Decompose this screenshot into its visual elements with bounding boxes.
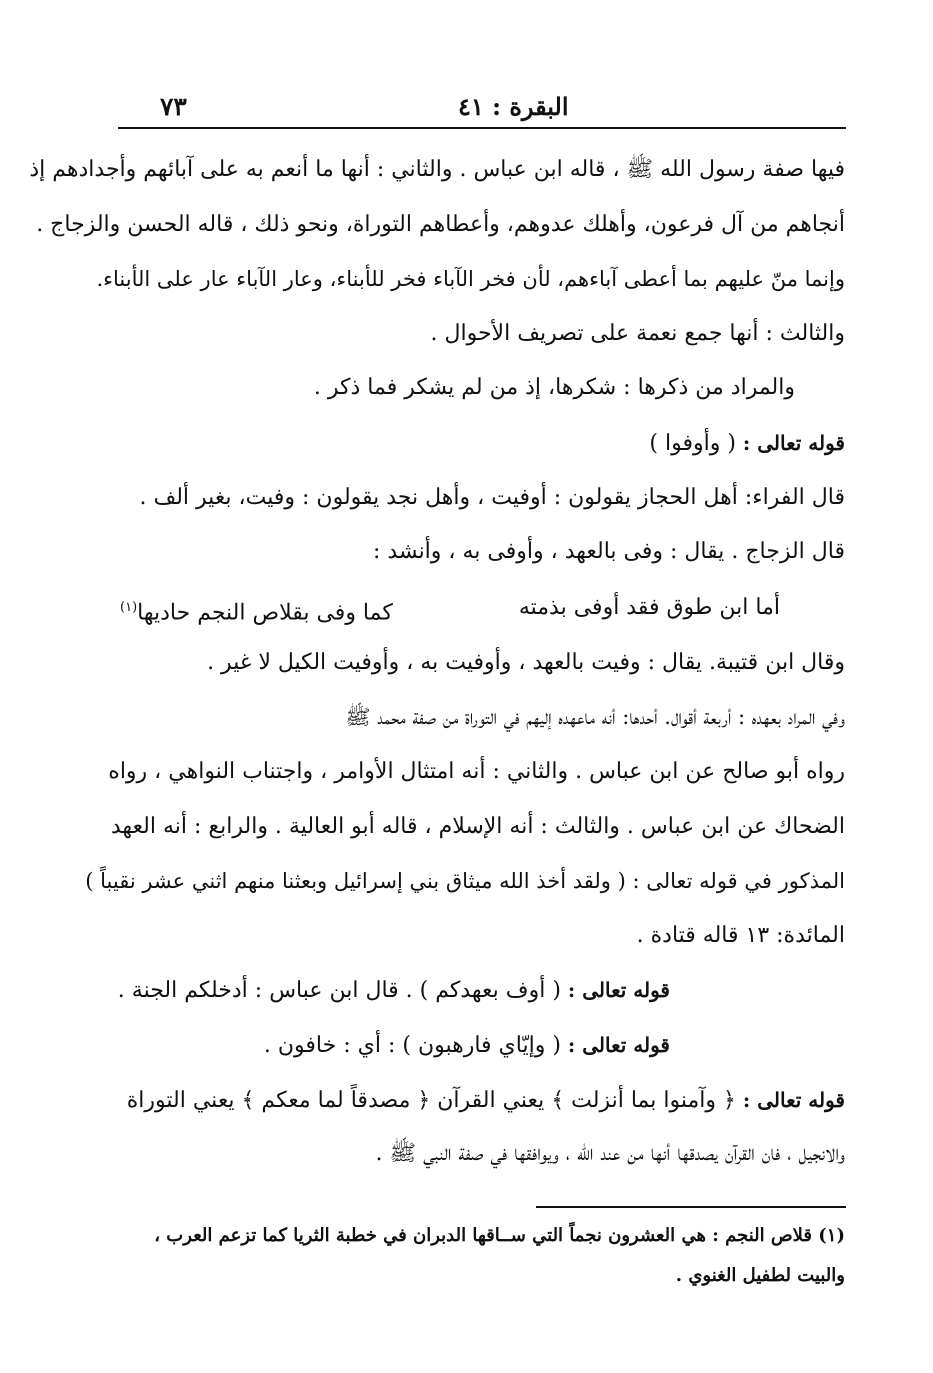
heading-lead: قوله تعالى : [567,978,670,1003]
heading-quote: ( وأوفوا ) [649,430,736,456]
heading-amanu [120,1073,845,1128]
page-header [118,80,846,124]
heading-awfu [120,416,845,471]
verse-first-hemistich: أما ابن طوق فقد أوفى بذمته [518,594,780,620]
main-text [29,143,845,1182]
heading-iyyaya [120,1018,845,1073]
text-line: فيها صفة رسول الله ﷺ ، قاله ابن عباس . والثاني : أنها ما أنعم به على آبائهم وأجدادهم إذ [29,157,845,182]
text-line: وفي المراد بعهده : أربعة أقوال. أحدها: أنه ماعهده إليهم في التوراة من صفة محمد ﷺ [345,705,845,730]
heading-ahd [117,963,845,1018]
text-line: رواه أبو صالح عن ابن عباس . والثاني : أنه امتثال الأوامر ، واجتناب النواهي ، رواه [108,758,845,784]
heading-lead: قوله تعالى : [567,1032,670,1057]
footnote-marker: (١) [120,599,138,615]
heading-quote: ( أوف بعهدكم ) . قال ابن عباس : أدخلكم الجنة . [117,978,561,1004]
footnotes [120,1216,845,1296]
text-line: والثالث : أنها جمع نعمة على تصريف الأحوال . [430,320,845,346]
header-rule [118,127,846,129]
paragraph-zajjaj: قال الزجاج . يقال : وفى بالعهد ، وأوفى به ، وأنشد : [372,539,845,565]
footnote-line: والبيت لطفيل الغنوي . [675,1265,845,1286]
text-line: المذكور في قوله تعالى : ( ولقد أخذ الله ميثاق بني إسرائيل وبعثنا منهم اثني عشر نقيباً ) [85,869,845,894]
text-line: والانجيل ، فان القرآن يصدقها أنها من عند الله ، ويوافقها في صفة النبي ﷺ . [375,1141,845,1167]
heading-lead: قوله تعالى : [742,1087,845,1112]
heading-lead: قوله تعالى : [742,430,845,455]
heading-quote: ( وإيّاي فارهبون ) : أي : خافون . [263,1032,561,1058]
text-line: وإنما منّ عليهم بما أعطى آباءهم، لأن فخر الآباء فخر للأبناء، وعار الآباء عار على الأبناء. [96,267,845,292]
running-head: البقرة : ٤١ [458,92,569,121]
paragraph-mention: والمراد من ذكرها : شكرها، إذ من لم يشكر فما ذكر . [313,375,795,401]
footnote-line: (١) قلاص النجم : هي العشرون نجماً التي ســاقها الدبران في خطبة الثريا كما تزعم العرب ، [154,1225,845,1246]
verse-second-text: كما وفى بقلاص النجم حاديها [137,600,393,626]
footnote-rule [536,1206,846,1208]
paragraph-qutayba: وقال ابن قتيبة. يقال : وفيت بالعهد ، وأوفيت به ، وأوفيت الكيل لا غير . [207,649,845,675]
text-line: المائدة: ١٣ قاله قتادة . [636,922,845,948]
paragraph-farra: قال الفراء: أهل الحجاز يقولون : أوفيت ، وأهل نجد يقولون : وفيت، بغير ألف . [139,484,845,510]
text-line: الضحاك عن ابن عباس . والثالث : أنه الإسلام ، قاله أبو العالية . والرابع : أنه العهد [110,813,845,839]
page-number: ٧٣ [160,92,187,121]
verse-second-hemistich [120,580,448,636]
heading-quote: ﴿ وآمنوا بما أنزلت ﴾ يعني القرآن ﴿ مصدقاً لما معكم ﴾ يعني التوراة [126,1087,736,1113]
poetry-verse [120,580,845,636]
text-line: أنجاهم من آل فرعون، وأهلك عدوهم، وأعطاهم التوراة، ونحو ذلك ، قاله الحسن والزجاج . [36,211,845,237]
